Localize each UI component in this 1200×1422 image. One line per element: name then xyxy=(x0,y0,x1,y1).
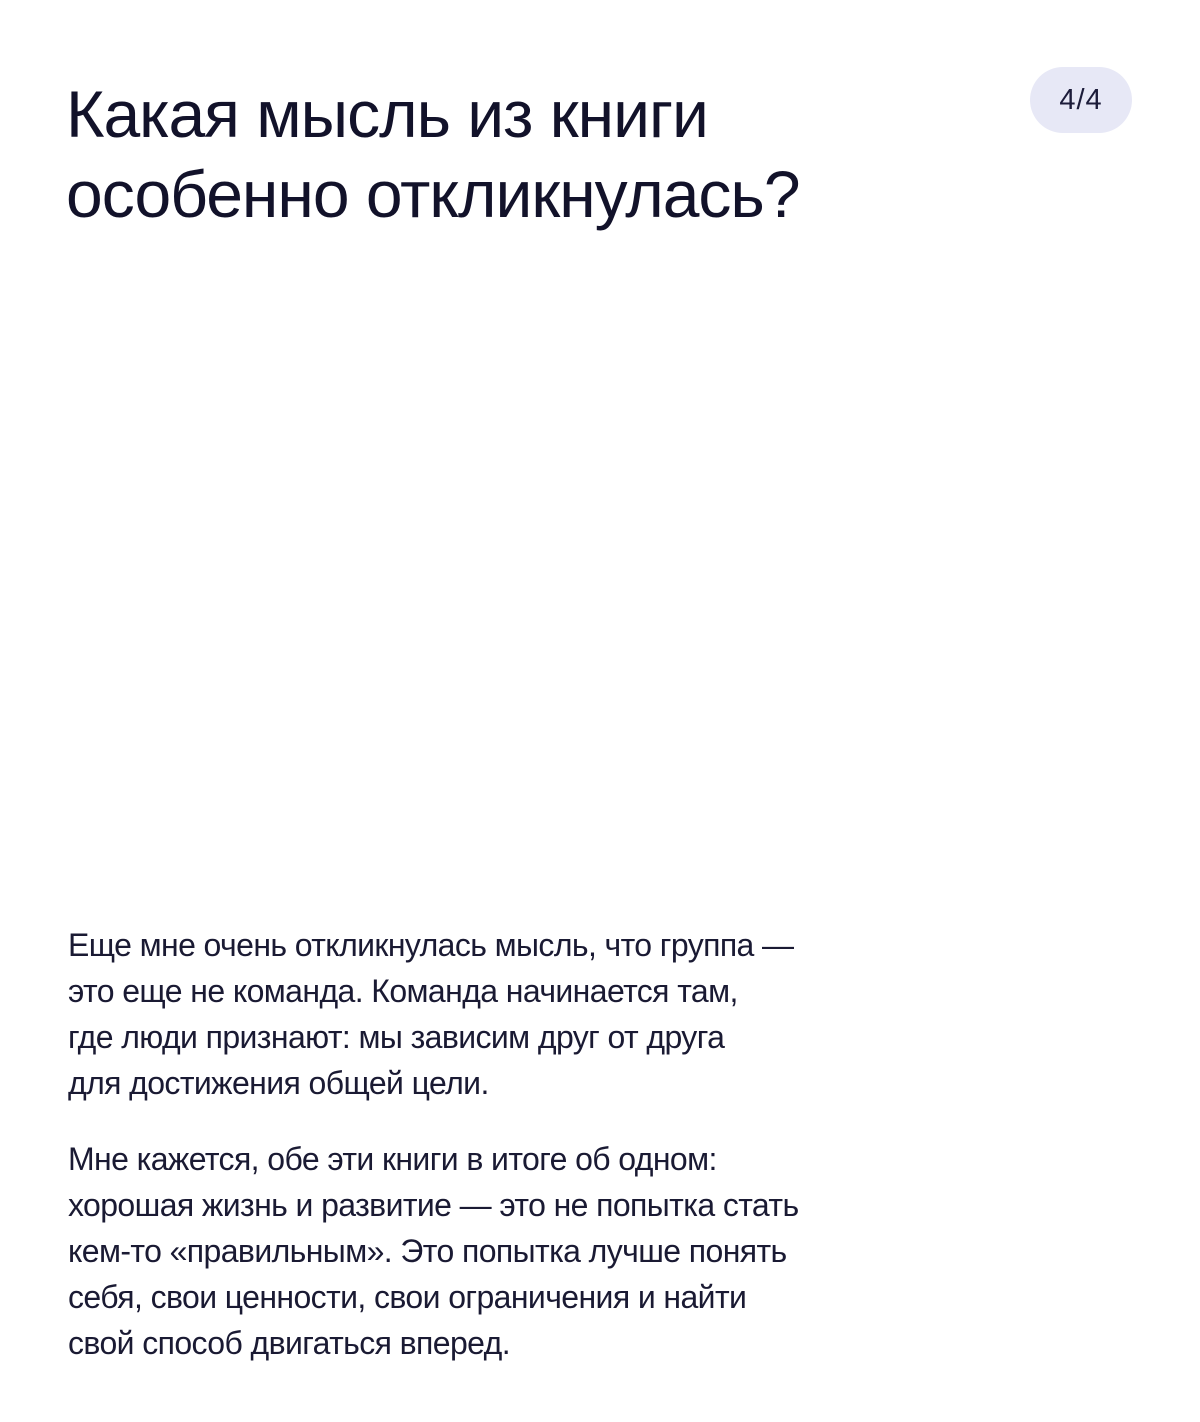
paragraph-line: для достижения общей цели. xyxy=(68,1065,489,1101)
paragraph-line: это еще не команда. Команда начинается там, xyxy=(68,973,738,1009)
paragraph-line: Еще мне очень откликнулась мысль, что группа — xyxy=(68,927,794,963)
page-counter-badge: 4/4 xyxy=(1030,67,1132,133)
body-text xyxy=(68,922,1028,1366)
paragraph-line: свой способ двигаться вперед. xyxy=(68,1325,511,1361)
paragraph-line: хорошая жизнь и развитие — это не попытка стать xyxy=(68,1187,799,1223)
paragraph-line: Мне кажется, обе эти книги в итоге об одном: xyxy=(68,1141,717,1177)
slide-title xyxy=(66,74,966,234)
slide-title-line: особенно откликнулась? xyxy=(66,157,800,231)
paragraph-team xyxy=(68,922,1028,1106)
paragraph-line: кем-то «правильным». Это попытка лучше понять xyxy=(68,1233,787,1269)
paragraph-line: где люди признают: мы зависим друг от друга xyxy=(68,1019,725,1055)
paragraph-line: себя, свои ценности, свои ограничения и найти xyxy=(68,1279,747,1315)
paragraph-conclusion xyxy=(68,1136,1028,1366)
slide-title-line: Какая мысль из книги xyxy=(66,77,708,151)
